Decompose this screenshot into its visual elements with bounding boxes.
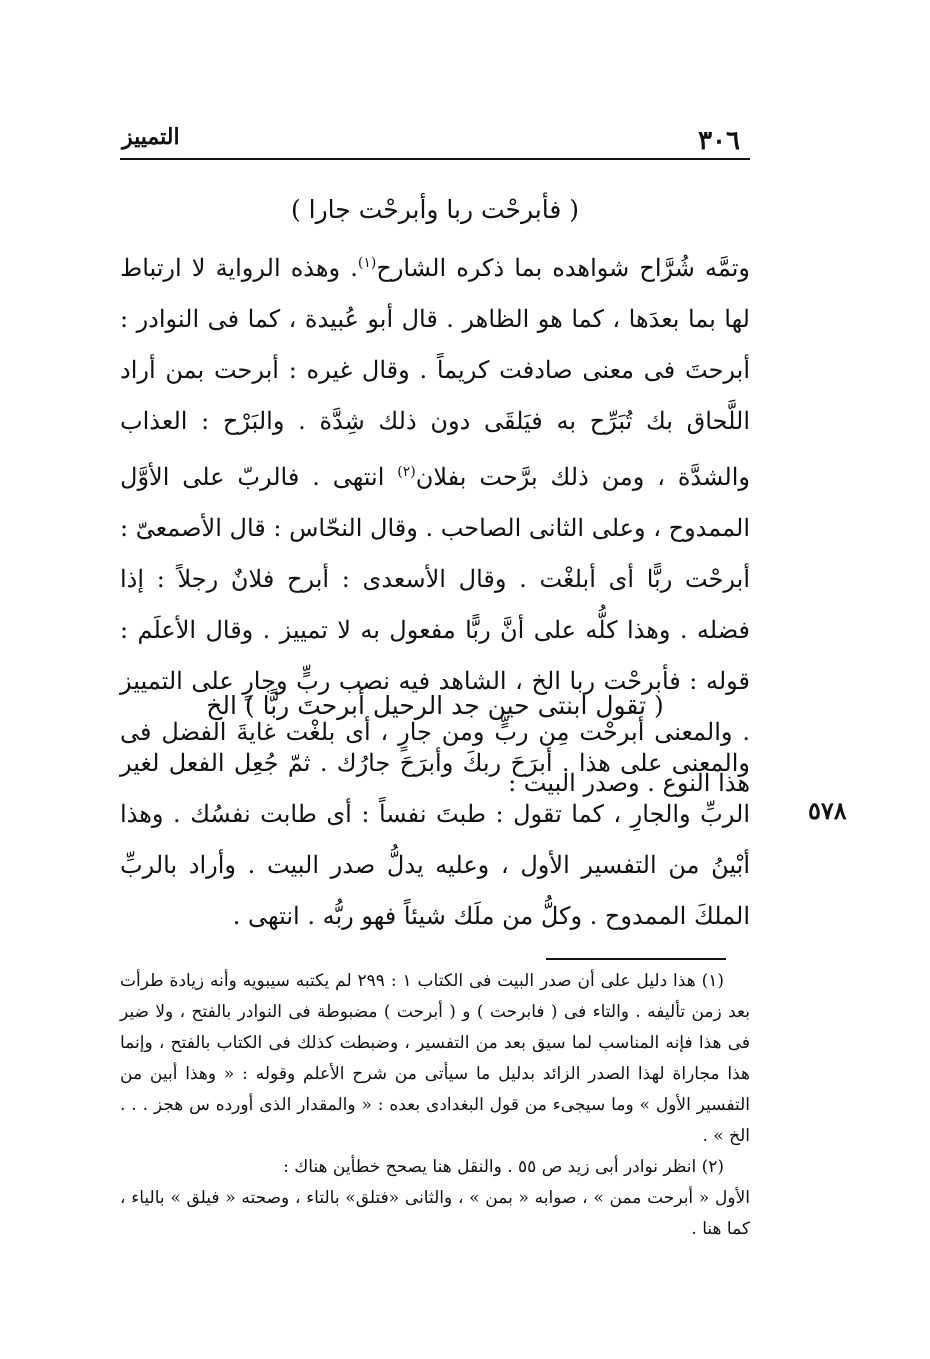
footnote-ref-2: (٢) bbox=[397, 464, 416, 480]
paragraph-1-end: انتهى . فالربّ على الأوَّل الممدوح ، وعلى الثانى الصاحب . وقال النحّاس : قال الأصمعىّ : أبرحْت ربًّا أى أبلغْت . وقال الأسعدى : أبرح فلانٌ رجلاً : إذا فضله . وهذا كلُّه على أنَّ ربًّا مفعول به لا تمييز . وقال الأعلَم : قوله : فأبرحْت ربا الخ ، الشاهد فيه نصب ربٍّ وجارٍ على التمييز . والمعنى أبرحْت مِن ربٍّ ومن جارٍ ، أى بلغْت غايةَ الفضل فى هذا النوع . وصدر البيت : bbox=[119, 463, 750, 797]
footnote-1: (١) هذا دليل على أن صدر البيت فى الكتاب ١ : ٢٩٩ لم يكتبه سيبويه وأنه زيادة طرأت بعد زمن تأليفه . والتاء فى ( فابرحت ) و ( أبرحت ) مضبوطة فى النوادر بالفتح ، ولا ضير فى هذا فإنه المناسب لما سيق بعد من التفسير ، وضبطت كذلك فى الكتاب بالفتح ، وإنما هذا مجاراة لهذا الصدر الزائد بدليل ما سيأتى من شرح الأعلم وقوله : « وهذا أبين من التفسير الأول » وما سيجىء من قول البغدادى بعده : « والمقدار الذى أورده س هجز . . . الخ » . bbox=[120, 971, 750, 1146]
footnote-2-line-1: (٢) انظر نوادر أبى زيد ص ٥٥ . والنقل هنا يصحح خطأين هناك : bbox=[283, 1157, 724, 1177]
footnotes bbox=[120, 966, 750, 1245]
paragraph-1-middle: . وهذه الرواية لا ارتباط لها بما بعدَها ، كما هو الظاهر . قال أبو عُبيدة ، كما فى النوادر : أبرحتَ فى معنى صادفت كريماً . وقال غيره : أبرحت بمن أراد اللَّحاق بك تُبَرِّح به فيَلقَى دون ذلك شِدَّة . والبَرْح : العذاب والشدَّة ، ومن ذلك برَّحت بفلان bbox=[120, 254, 750, 491]
footnote-2-line-2: الأول « أبرحت ممن » ، صوابه « بمن » ، والثانى «فتلق» بالتاء ، وصحته « فيلق » بالياء ، كما هنا . bbox=[120, 1188, 750, 1239]
margin-number: ٥٧٨ bbox=[808, 796, 847, 825]
footnote-ref-1: (١) bbox=[357, 255, 377, 271]
running-title: التمييز bbox=[122, 124, 180, 150]
page-header bbox=[120, 118, 750, 160]
footnote-divider bbox=[546, 958, 726, 960]
verse-2: ( تقول ابنتى حين جد الرحيل أبرحتَ ربًّا ) الخ bbox=[206, 691, 664, 720]
paragraph-1-start: وتمَّه شُرَّاح شواهده بما ذكره الشارح bbox=[376, 254, 750, 282]
verse-title: ( فأبرحْت ربا وأبرحْت جارا ) bbox=[290, 195, 580, 224]
page-number: ٣٠٦ bbox=[698, 126, 740, 156]
paragraph-2: والمعنى على هذا . أبرَحَ ربكَ وأبرَحَ جارُك . ثمّ جُعِل الفعل لغير الربِّ والجارِ ، كما تقول : طبتَ نفساً : أى طابت نفسُك . وهذا أبْينُ من التفسير الأول ، وعليه يدلُّ صدر البيت . وأراد بالربِّ الملكَ الممدوح . وكلُّ من ملَك شيئاً فهو ربُّه . انتهى . bbox=[120, 749, 750, 930]
